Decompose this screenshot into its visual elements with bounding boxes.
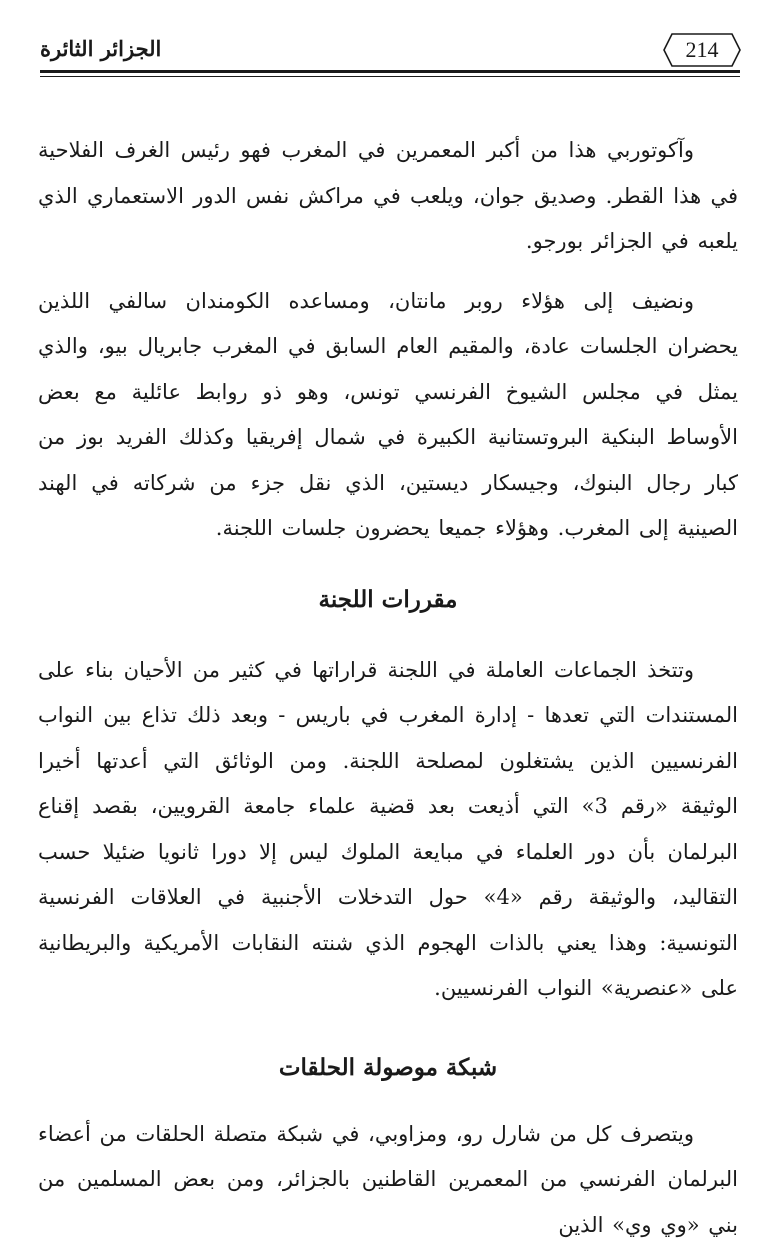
paragraph-4: ويتصرف كل من شارل رو، ومزاوبي، في شبكة متصلة الحلقات من أعضاء البرلمان الفرنسي من المعمرين القاطنين بالجزائر، ومن بعض المسلمين من بني «وي وي» الذين <box>38 1112 738 1248</box>
section-title-connected-network: شبكة موصولة الحلقات <box>38 1048 738 1088</box>
page-body <box>38 128 738 1248</box>
paragraph-2: ونضيف إلى هؤلاء روبر مانتان، ومساعده الكومندان سالفي اللذين يحضران الجلسات عادة، والمقيم العام السابق في المغرب جابريال بيو، والذي يمثل في مجلس الشيوخ الفرنسي تونس، وهو ذو روابط عائلية مع بعض الأوساط البنكية البروتستانية الكبيرة في شمال إفريقيا وكذلك الفريد بوز من كبار رجال البنوك، وجيسكار ديستين، الذي نقل جزء من شركاته في الهند الصينية إلى المغرب. وهؤلاء جميعا يحضرون جلسات اللجنة. <box>38 279 738 552</box>
paragraph-1: وآكوتوربي هذا من أكبر المعمرين في المغرب فهو رئيس الغرف الفلاحية في هذا القطر. وصديق جوان، ويلعب في مراكش نفس الدور الاستعماري الذي يلعبه في الجزائر بورجو. <box>38 128 738 265</box>
header-rule-thin <box>40 76 740 77</box>
section-title-committee-decisions: مقررات اللجنة <box>38 580 738 620</box>
header-rule-thick <box>40 70 740 73</box>
page-number-badge <box>662 32 742 68</box>
paragraph-3: وتتخذ الجماعات العاملة في اللجنة قراراتها في كثير من الأحيان بناء على المستندات التي تعدها - إدارة المغرب في باريس - وبعد ذلك تذاع بين النواب الفرنسيين الذين يشتغلون لمصلحة اللجنة. ومن الوثائق التي أعدتها أخيرا الوثيقة «رقم 3» التي أذيعت بعد قضية علماء جامعة القرويين، بقصد إقناع البرلمان بأن دور العلماء في مبايعة الملوك ليس إلا دورا ثانويا ضئيلا حسب التقاليد، والوثيقة رقم «4» حول التدخلات الأجنبية في العلاقات الفرنسية التونسية: وهذا يعني بالذات الهجوم الذي شنته النقابات الأمريكية والبريطانية على «عنصرية» النواب الفرنسيين. <box>38 648 738 1012</box>
running-header <box>40 28 740 88</box>
running-header-title: الجزائر الثائرة <box>40 36 161 61</box>
page-number: 214 <box>662 32 742 68</box>
